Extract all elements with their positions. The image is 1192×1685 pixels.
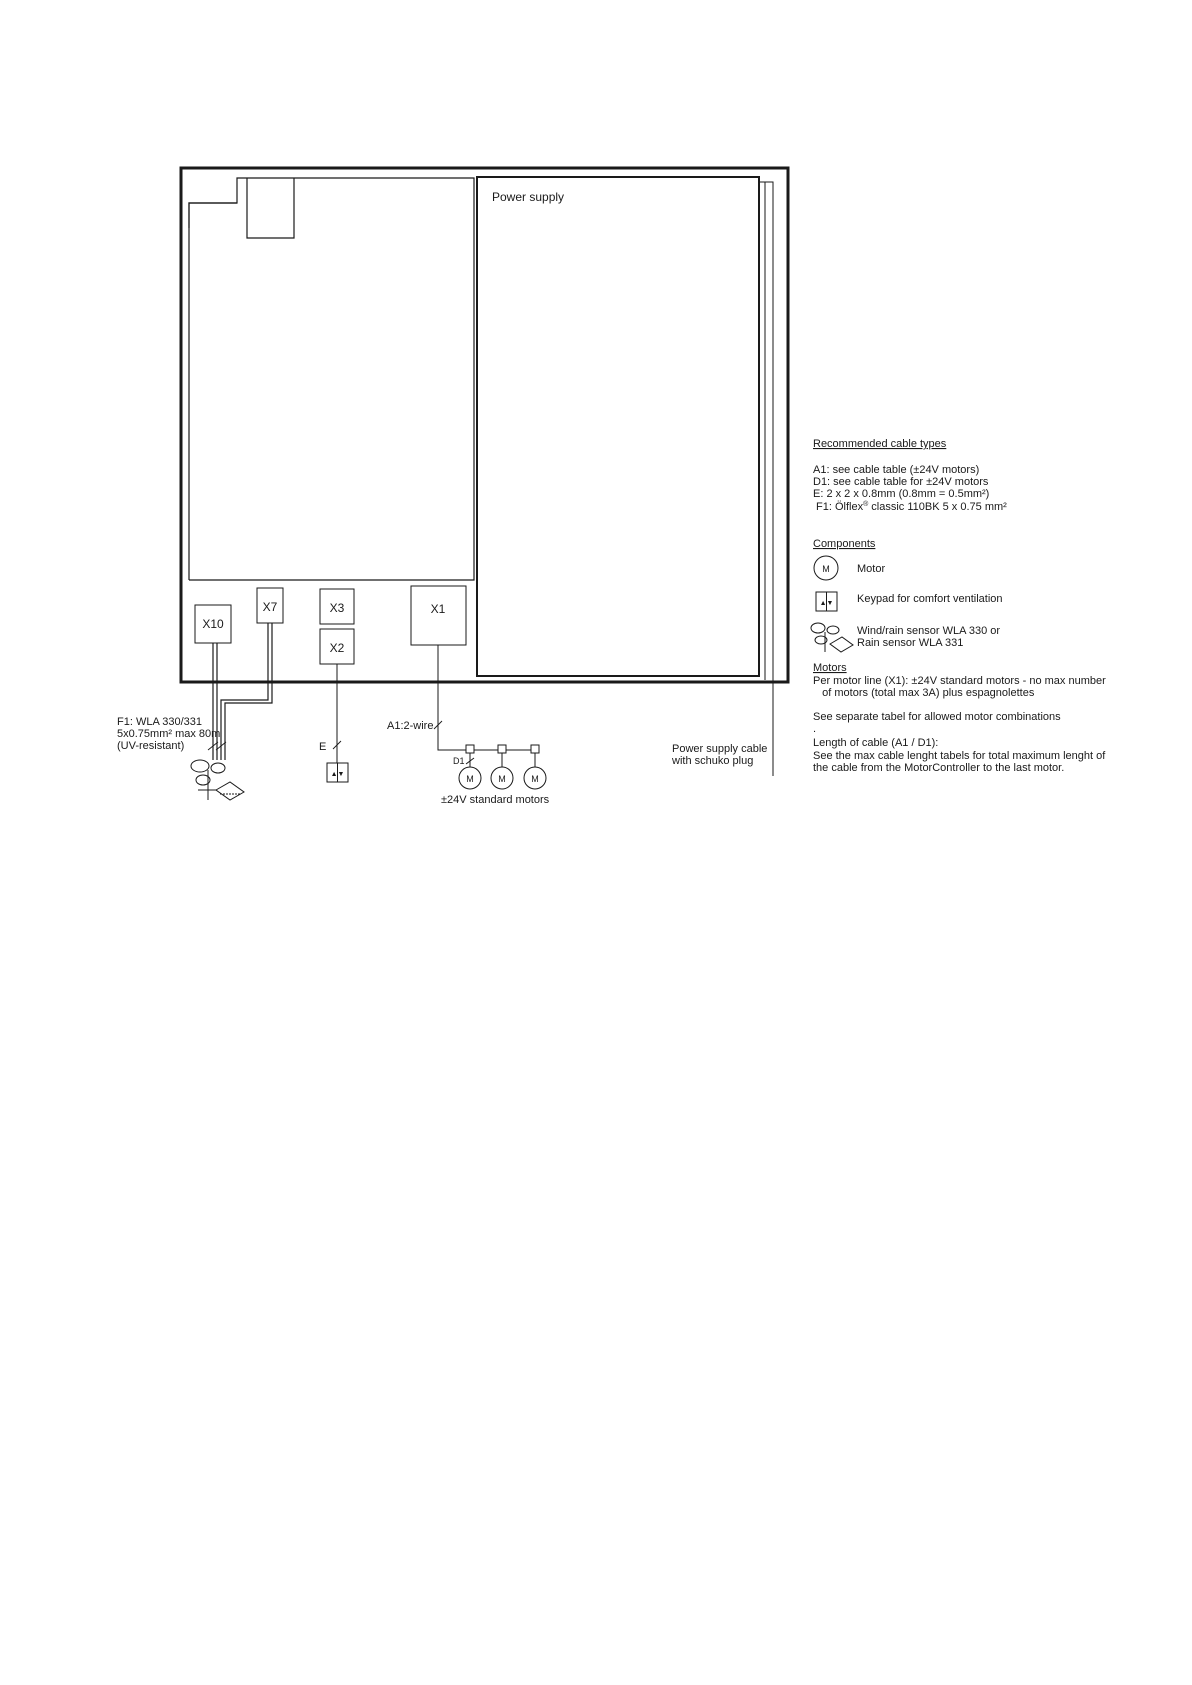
comp-sensor-line2: Rain sensor WLA 331	[857, 637, 964, 649]
board-notch	[247, 178, 294, 238]
terminal-x2-label: X2	[329, 641, 345, 655]
motor-icon	[814, 556, 838, 580]
terminal-x2	[320, 629, 354, 664]
f1-label-line1: F1: WLA 330/331	[117, 716, 202, 728]
f1-label-line3: (UV-resistant)	[117, 740, 185, 752]
motor-icon	[459, 767, 481, 789]
keypad-symbol: ▲▼	[330, 771, 345, 778]
motors-line3: See separate tabel for allowed motor combinations	[813, 711, 1061, 723]
motors-caption: ±24V standard motors	[441, 794, 550, 806]
components-title: Components	[813, 538, 876, 550]
terminal-x3-label: X3	[329, 601, 345, 615]
terminal-x10-label: X10	[202, 617, 224, 631]
power-supply-cable	[760, 182, 773, 776]
terminal-x1-label: X1	[430, 602, 446, 616]
motor-3-symbol: M	[531, 774, 539, 784]
motor-line	[459, 745, 546, 789]
motor-2-symbol: M	[498, 774, 506, 784]
wind-rain-sensor-icon	[191, 760, 244, 800]
terminal-x10	[195, 605, 231, 643]
cable-types-title: Recommended cable types	[813, 438, 947, 450]
cable-f1: F1: Ölflex® classic 110BK 5 x 0.75 mm²	[816, 501, 1007, 513]
motor-icon	[491, 767, 513, 789]
power-cable-line1: Power supply cable	[672, 743, 768, 755]
terminal-x7-label: X7	[262, 600, 278, 614]
keypad-icon	[327, 763, 348, 782]
wind-rain-sensor-icon	[811, 623, 853, 652]
power-supply-label: Power supply	[492, 190, 565, 204]
terminal-x7	[257, 588, 283, 623]
main-board-outline	[189, 178, 474, 580]
keypad-icon	[816, 592, 837, 611]
board-corner	[189, 203, 237, 228]
cable-f1	[213, 623, 272, 760]
terminal-x3	[320, 589, 354, 624]
comp-motor: Motor	[857, 563, 886, 575]
d1-label: D1	[453, 756, 465, 766]
motors-dot: .	[813, 723, 817, 735]
motors-title: Motors	[813, 662, 847, 674]
cable-a1	[438, 645, 535, 750]
comp-keypad: Keypad for comfort ventilation	[857, 593, 1003, 605]
legend-motor-symbol: M	[822, 564, 830, 574]
terminal-x1	[411, 586, 466, 645]
a1-label: A1:2-wire	[387, 720, 434, 732]
legend-keypad-symbol: ▲▼	[819, 600, 834, 607]
comp-sensor-line1: Wind/rain sensor WLA 330 or	[857, 625, 1001, 637]
motor-icon	[524, 767, 546, 789]
e-label: E	[319, 741, 327, 753]
power-supply-panel	[477, 177, 759, 676]
power-cable-line2: with schuko plug	[672, 755, 754, 767]
cable-e: E: 2 x 2 x 0.8mm (0.8mm = 0.5mm²)	[813, 488, 990, 500]
motors-line1: Per motor line (X1): ±24V standard motors - no max number	[813, 675, 1106, 687]
length-line1: Length of cable (A1 / D1):	[813, 737, 939, 749]
f1-label-line2: 5x0.75mm² max 80m	[117, 728, 221, 740]
cable-a1: A1: see cable table (±24V motors)	[813, 464, 980, 476]
length-line3: the cable from the MotorController to the last motor.	[813, 762, 1065, 774]
motors-line2: of motors (total max 3A) plus espagnolettes	[813, 687, 1035, 699]
cable-d1: D1: see cable table for ±24V motors	[813, 476, 989, 488]
length-line2: See the max cable lenght tabels for total maximum lenght of	[813, 750, 1106, 762]
motor-1-symbol: M	[466, 774, 474, 784]
